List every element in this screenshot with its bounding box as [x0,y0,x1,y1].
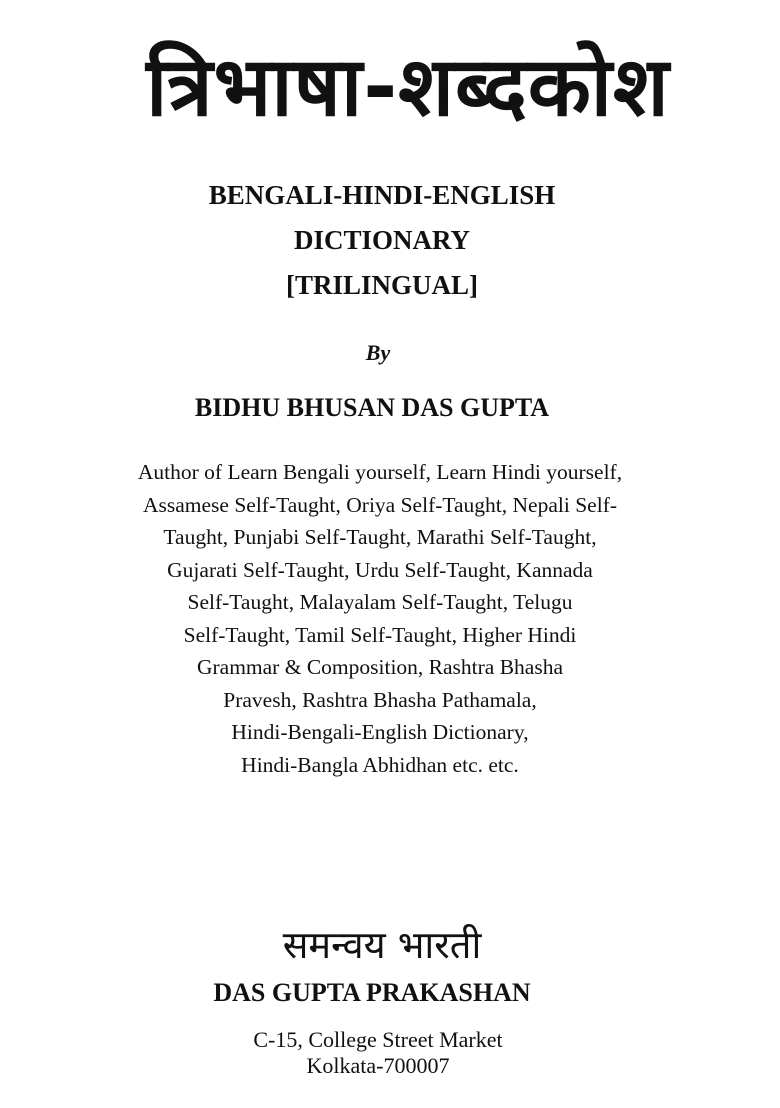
subtitle-line-1: BENGALI-HINDI-ENGLISH [208,180,556,210]
works-line: Hindi-Bangla Abhidhan etc. etc. [241,752,519,777]
by-label: By [365,340,391,365]
title-hindi: त्रिभाषा-शब्दकोश [146,40,670,135]
works-line: Hindi-Bengali-English Dictionary, [231,720,529,744]
works-line: Assamese Self-Taught, Oriya Self-Taught, Nepali Self- [142,492,618,517]
works-line: Grammar & Composition, Rashtra Bhasha [196,655,564,679]
subtitle-line-3: [TRILINGUAL] [285,270,479,300]
other-works [0,456,760,781]
works-line: Author of Learn Bengali yourself, Learn Hindi yourself, [137,460,623,484]
works-line: Self-Taught, Tamil Self-Taught, Higher Hindi [183,622,577,647]
address-line-2: Kolkata-700007 [306,1053,450,1078]
author-name: BIDHU BHUSAN DAS GUPTA [194,393,550,422]
subtitle-line-2: DICTIONARY [293,225,471,255]
works-line: Gujarati Self-Taught, Urdu Self-Taught, Kannada [167,557,593,582]
address-line-1: C-15, College Street Market [253,1027,503,1052]
works-line: Pravesh, Rashtra Bhasha Pathamala, [223,687,537,712]
works-line: Taught, Punjabi Self-Taught, Marathi Self-Taught, [163,525,597,549]
publisher-hindi: समन्वय भारती [282,923,482,967]
publisher-name: DAS GUPTA PRAKASHAN [213,978,531,1007]
works-line: Self-Taught, Malayalam Self-Taught, Telugu [187,590,573,614]
